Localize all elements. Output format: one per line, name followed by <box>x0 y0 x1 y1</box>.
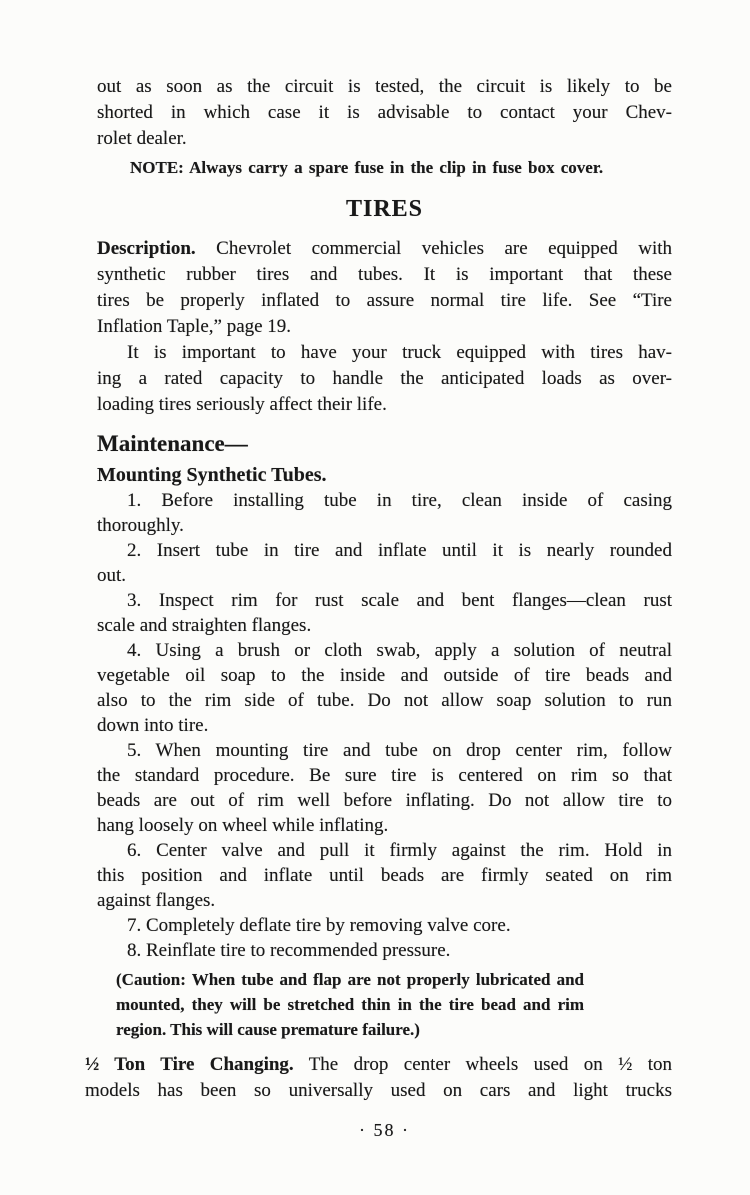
bold-lead-in: Description. <box>97 238 196 259</box>
text-line: out. <box>97 565 127 586</box>
text-line: the standard procedure. Be sure tire is centered on rim so that <box>97 765 672 786</box>
text-line: synthetic rubber tires and tubes. It is important that these <box>97 264 672 285</box>
description-paragraph <box>97 236 672 340</box>
line-text: The drop center wheels used on ½ ton <box>308 1054 672 1075</box>
text-line <box>85 1052 672 1078</box>
text-line: thoroughly. <box>97 515 184 536</box>
text-line <box>97 236 672 262</box>
list-item-8 <box>97 938 672 963</box>
text-line: also to the rim side of tube. Do not allow soap solution to run <box>97 690 672 711</box>
text-line: models has been so universally used on cars and light trucks <box>85 1080 672 1101</box>
section-heading-tires <box>97 194 672 224</box>
text-line: 7. Completely deflate tire by removing valve core. <box>127 915 511 936</box>
text-line: against flanges. <box>97 890 216 911</box>
text-line: Maintenance— <box>97 431 248 456</box>
text-line: region. This will cause premature failure.) <box>116 1020 420 1039</box>
list-item-4 <box>97 638 672 738</box>
text-line: Inflation Taple,” page 19. <box>97 316 292 337</box>
text-line: tires be properly inflated to assure normal tire life. See “Tire <box>97 290 672 311</box>
text-line: 3. Inspect rim for rust scale and bent flanges—clean rust <box>127 590 672 611</box>
text-line: NOTE: Always carry a spare fuse in the clip in fuse box cover. <box>130 158 604 177</box>
text-line: ing a rated capacity to handle the anticipated loads as over- <box>97 368 672 389</box>
text-line: Mounting Synthetic Tubes. <box>97 464 327 486</box>
text-line: rolet dealer. <box>97 128 187 149</box>
heading-maintenance <box>97 430 672 458</box>
text-line: down into tire. <box>97 715 209 736</box>
line-text: Chevrolet commercial vehicles are equipped with <box>216 238 673 259</box>
subheading-mounting-synthetic-tubes <box>97 462 672 488</box>
text-line: 4. Using a brush or cloth swab, apply a solution of neutral <box>127 640 672 661</box>
text-line: (Caution: When tube and flap are not properly lubricated and <box>116 970 584 989</box>
list-item-5 <box>97 738 672 838</box>
text-line: 1. Before installing tube in tire, clean inside of casing <box>127 490 672 511</box>
text-line: shorted in which case it is advisable to contact your Chev- <box>97 102 672 123</box>
half-ton-tire-changing-paragraph <box>85 1052 672 1104</box>
text-line: hang loosely on wheel while inflating. <box>97 815 389 836</box>
text-line: 8. Reinflate tire to recommended pressure. <box>127 940 451 961</box>
list-item-3 <box>97 588 672 638</box>
list-item-6 <box>97 838 672 913</box>
text-line: mounted, they will be stretched thin in the tire bead and rim <box>116 995 584 1014</box>
text-line: this position and inflate until beads are firmly seated on rim <box>97 865 672 886</box>
list-item-2 <box>97 538 672 588</box>
page-content <box>85 74 673 1142</box>
page-number: · 58 · <box>359 1120 410 1140</box>
bold-lead-in: ½ Ton Tire Changing. <box>85 1054 294 1075</box>
text-line: beads are out of rim well before inflating. Do not allow tire to <box>97 790 672 811</box>
text-line: 2. Insert tube in tire and inflate until it is nearly rounded <box>127 540 672 561</box>
importance-paragraph <box>97 340 672 418</box>
intro-paragraph <box>97 74 672 152</box>
text-line: vegetable oil soap to the inside and outside of tire beads and <box>97 665 672 686</box>
text-line: TIRES <box>345 196 424 222</box>
note-paragraph <box>130 156 672 180</box>
text-line: 5. When mounting tire and tube on drop center rim, follow <box>127 740 672 761</box>
list-item-7 <box>97 913 672 938</box>
text-line: out as soon as the circuit is tested, the circuit is likely to be <box>97 76 672 97</box>
list-item-1 <box>97 488 672 538</box>
text-line: loading tires seriously affect their life. <box>97 394 387 415</box>
text-line: 6. Center valve and pull it firmly against the rim. Hold in <box>127 840 672 861</box>
text-line: scale and straighten flanges. <box>97 615 312 636</box>
caution-paragraph <box>116 967 584 1042</box>
text-line: It is important to have your truck equipped with tires hav- <box>127 342 672 363</box>
